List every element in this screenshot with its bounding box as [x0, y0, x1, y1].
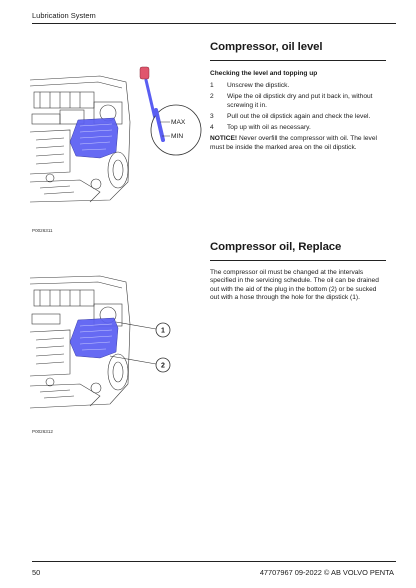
steps-list	[210, 82, 386, 132]
step-text: Unscrew the dipstick.	[227, 82, 290, 89]
list-item	[210, 82, 386, 90]
title-rule	[210, 60, 386, 61]
engine-illustration-dipstick	[30, 62, 202, 214]
step-number: 3	[210, 112, 214, 120]
step-number: 1	[210, 82, 214, 89]
notice-label: NOTICE!	[210, 135, 238, 143]
subheading: Checking the level and topping up	[210, 70, 318, 77]
dipstick-cap	[140, 67, 149, 79]
list-item	[210, 124, 386, 132]
step-text: Wipe the oil dipstick dry and put it back in, without screwing it in.	[227, 93, 373, 109]
header-rule	[32, 23, 396, 24]
step-text: Top up with oil as necessary.	[227, 124, 311, 132]
section-compressor-oil-level	[210, 41, 386, 152]
body-paragraph: The compressor oil must be changed at the intervals specified in the servicing schedule. The oil can be drained out with the aid of the plug in the bottom (2) or be sucked out with a hose through the hole for the dipstick (1).	[210, 269, 379, 301]
callout-2-label: 2	[161, 362, 165, 370]
callout-1-label: 1	[161, 327, 165, 335]
section-title: Compressor oil, Replace	[210, 241, 342, 253]
figure-code: P0026312	[32, 429, 53, 434]
min-callout: MIN	[171, 133, 184, 140]
title-rule	[210, 260, 386, 261]
max-callout: MAX	[171, 119, 186, 126]
list-item	[210, 93, 386, 110]
step-text: Pull out the oil dipstick again and check the level.	[227, 112, 371, 120]
list-item	[210, 113, 386, 121]
notice-text: Never overfill the compressor with oil. The level must be inside the marked area on the oil dipstick.	[210, 135, 377, 151]
leader-line-2	[110, 356, 156, 364]
figure-compressor-oil-replace	[30, 274, 202, 426]
step-number: 2	[210, 93, 214, 101]
section-compressor-oil-replace	[210, 241, 386, 302]
engine-illustration-drain	[30, 274, 202, 426]
figure-compressor-oil-level	[30, 62, 202, 214]
footer-rule	[32, 561, 396, 562]
figure-code: P0026311	[32, 228, 53, 233]
step-number: 4	[210, 124, 214, 132]
page-number: 50	[32, 568, 41, 577]
running-header: Lubrication System	[32, 11, 96, 20]
document-reference: 47707967 09-2022 © AB VOLVO PENTA	[259, 568, 394, 577]
notice-paragraph	[210, 135, 386, 152]
section-title: Compressor, oil level	[210, 41, 323, 53]
